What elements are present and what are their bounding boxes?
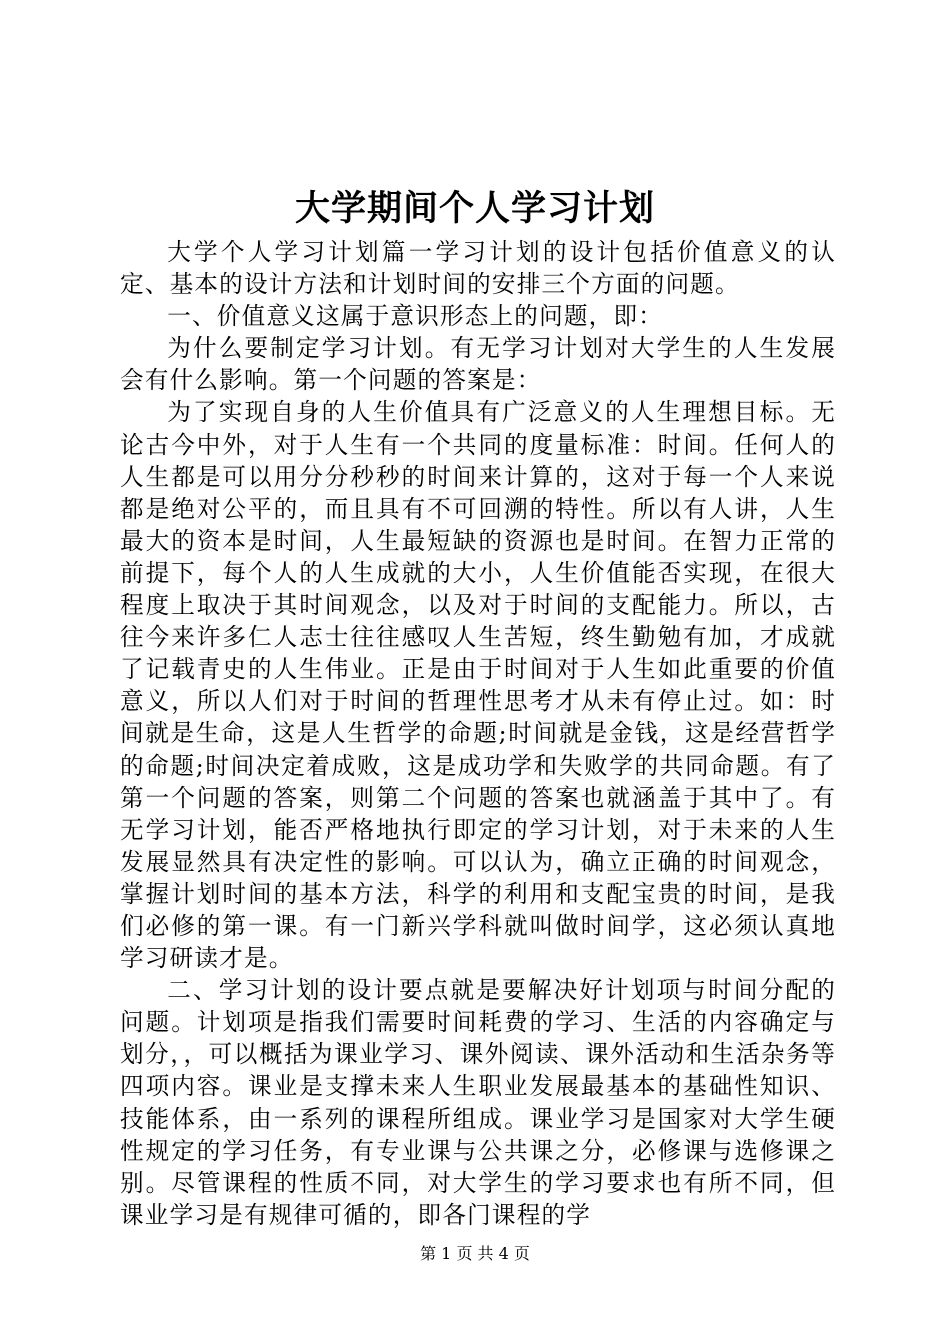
document-title: 大学期间个人学习计划	[294, 188, 655, 229]
paragraph-section-two: 二、学习计划的设计要点就是要解决好计划项与时间分配的问题。计划项是指我们需要时间耗费的学习、生活的内容确定与划分，，可以概括为课业学习、课外阅读、课外活动和生活杂务等四项内容。课业是支撑未来人生职业发展最基本的基础性知识、技能体系，由一系列的课程所组成。课业学习是国家对大学生硬性规定的学习任务，有专业课与公共课之分，必修课与选修课之别。尽管课程的性质不同，对大学生的学习要求也有所不同，但课业学习是有规律可循的，即各门课程的学	[120, 976, 836, 1229]
paragraph-intro: 大学个人学习计划篇一学习计划的设计包括价值意义的认定、基本的设计方法和计划时间的安排三个方面的问题。	[120, 238, 836, 299]
paragraph-answer: 为了实现自身的人生价值具有广泛意义的人生理想目标。无论古今中外，对于人生有一个共同的度量标准：时间。任何人的人生都是可以用分分秒秒的时间来计算的，这对于每一个人来说都是绝对公平的，而且具有不可回溯的特性。所以有人讲，人生最大的资本是时间，人生最短缺的资源也是时间。在智力正常的前提下，每个人的人生成就的大小，人生价值能否实现，在很大程度上取决于其时间观念，以及对于时间的支配能力。所以，古往今来许多仁人志士往往感叹人生苦短，终生勤勉有加，才成就了记载青史的人生伟业。正是由于时间对于人生如此重要的价值意义，所以人们对于时间的哲理性思考才从未有停止过。如：时间就是生命，这是人生哲学的命题;时间就是金钱，这是经营哲学的命题;时间决定着成败，这是成功学和失败学的共同命题。有了第一个问题的答案，则第二个问题的答案也就涵盖于其中了。有无学习计划，能否严格地执行即定的学习计划，对于未来的人生发展显然具有决定性的影响。可以认为，确立正确的时间观念，掌握计划时间的基本方法，科学的利用和支配宝贵的时间，是我们必修的第一课。有一门新兴学科就叫做时间学，这必须认真地学习研读才是。	[120, 398, 836, 973]
page-number-footer: 第 1 页 共 4 页	[420, 1244, 530, 1263]
paragraph-section-one-heading: 一、价值意义这属于意识形态上的问题，即：	[167, 302, 664, 331]
paragraph-question: 为什么要制定学习计划。有无学习计划对大学生的人生发展会有什么影响。第一个问题的答案是：	[120, 334, 836, 395]
document-body	[120, 236, 836, 1231]
